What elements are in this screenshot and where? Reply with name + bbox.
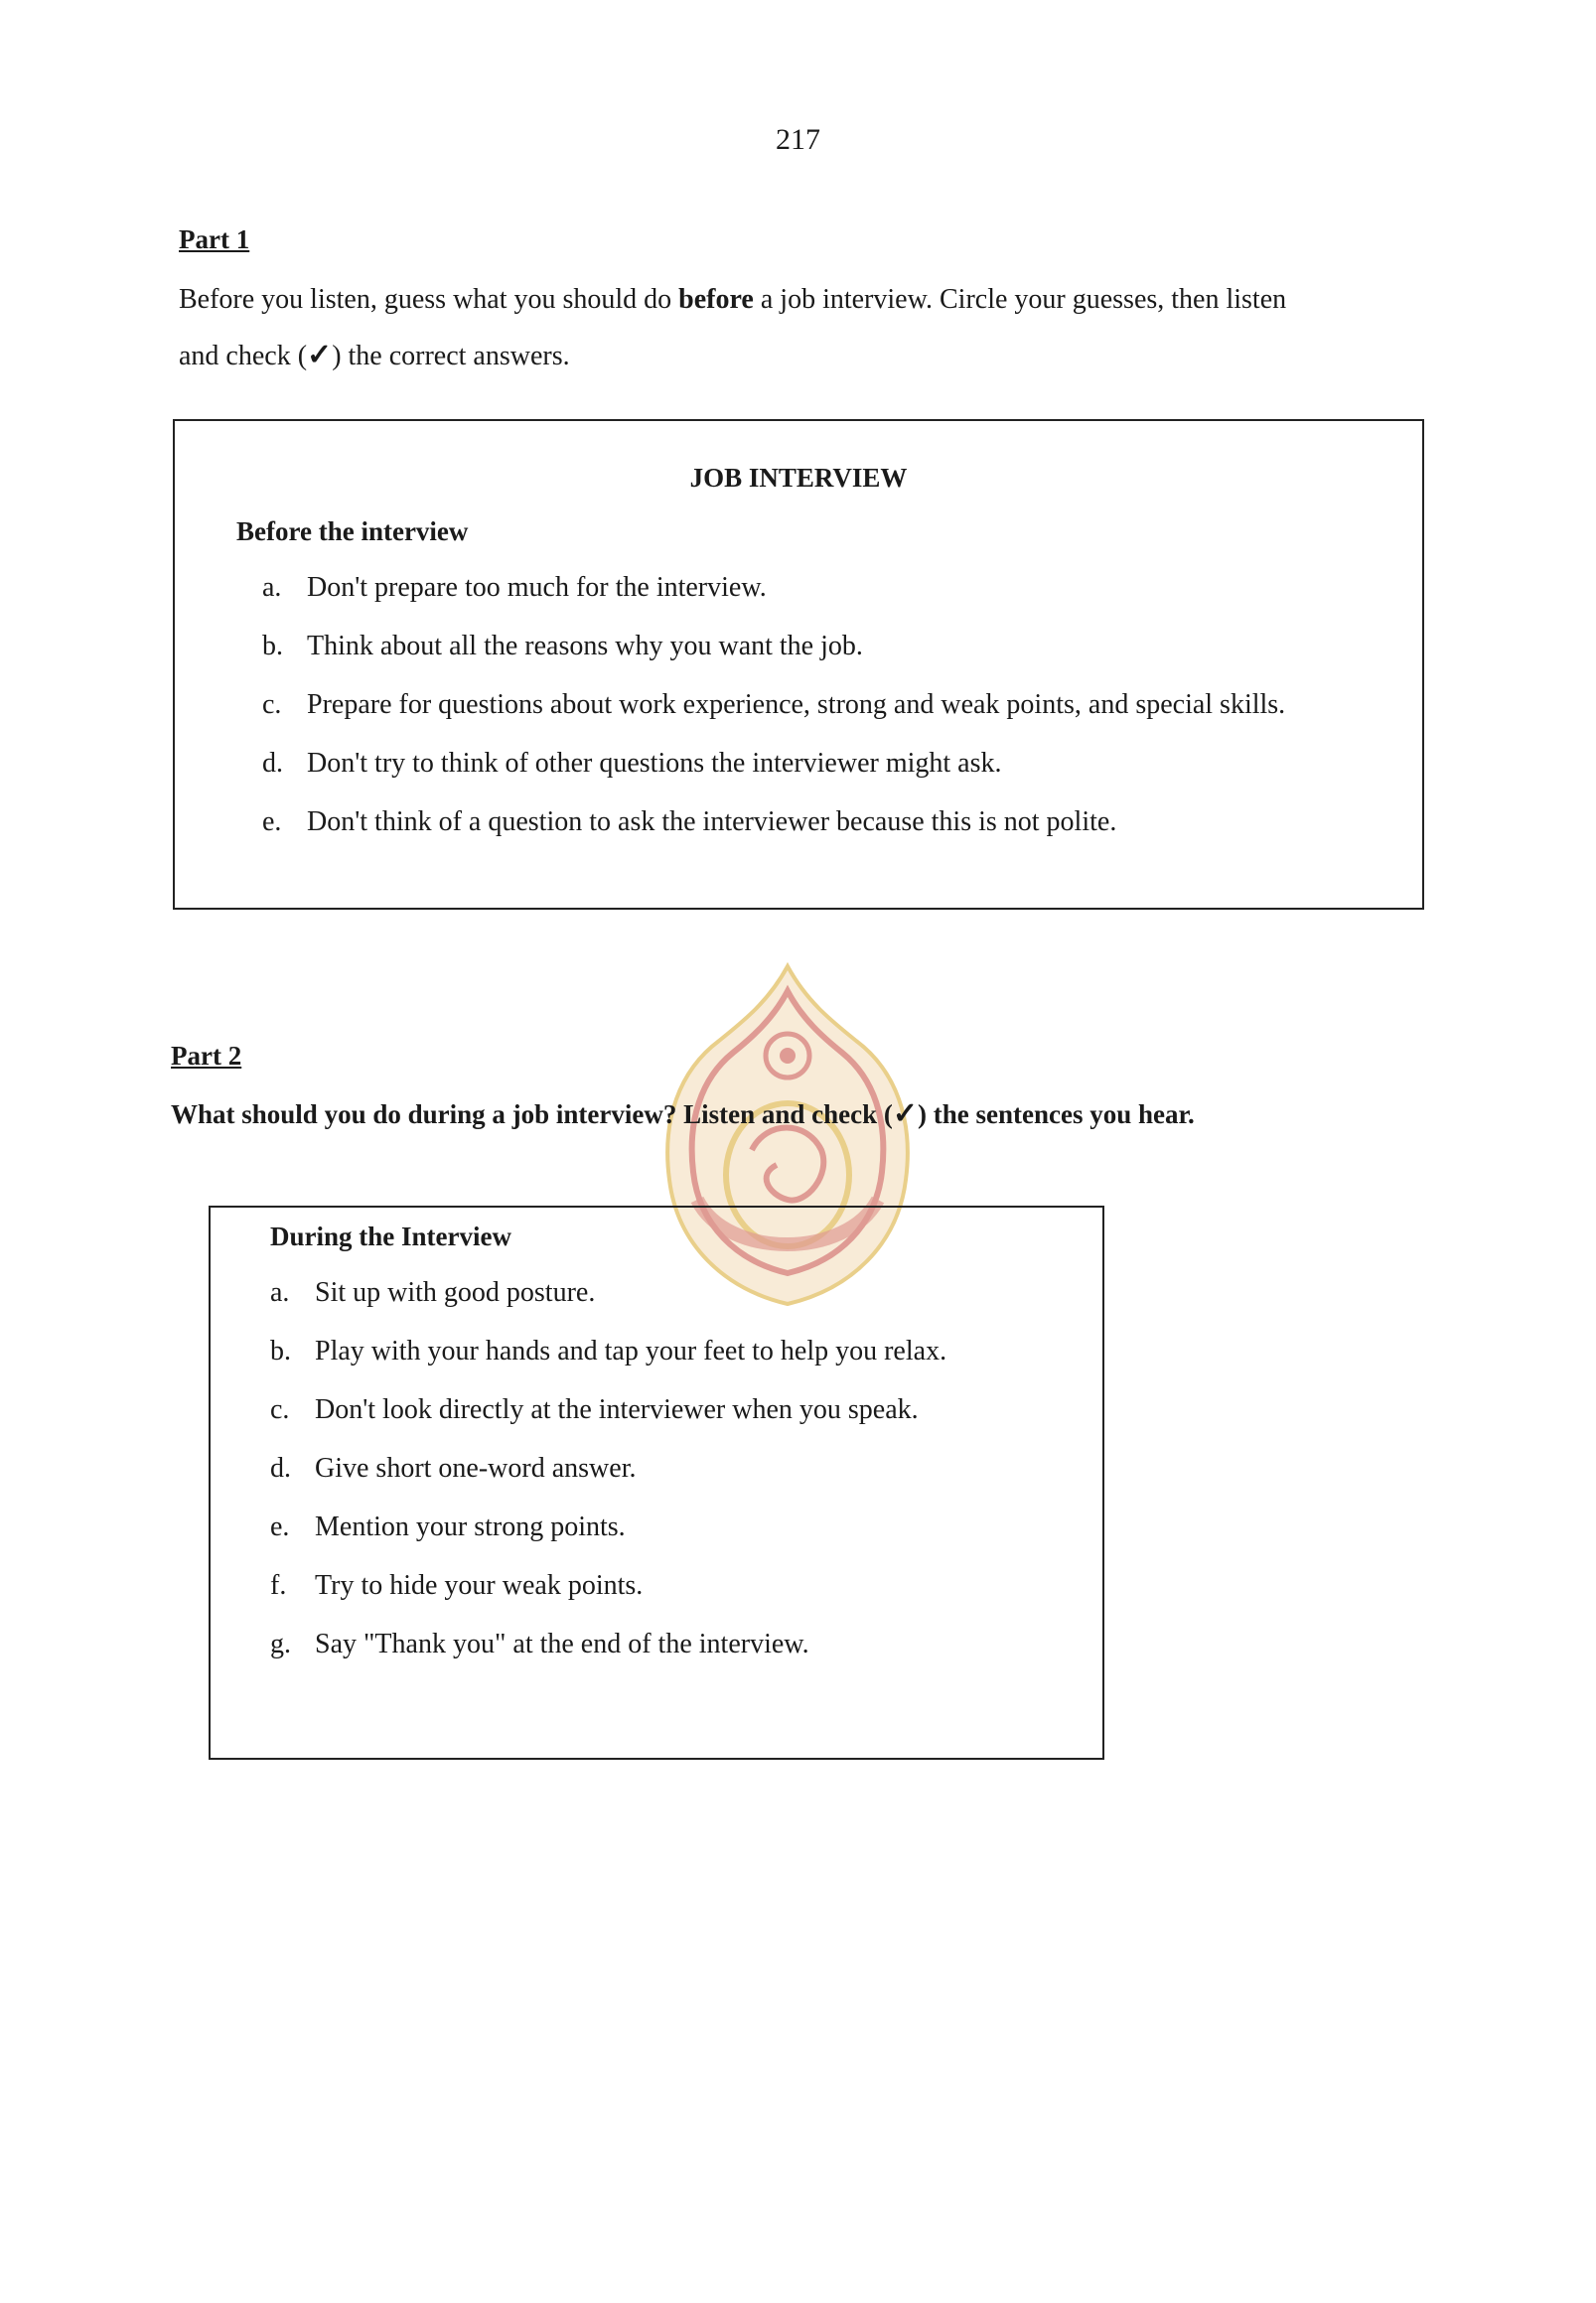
item-letter: e. <box>270 1511 290 1542</box>
item-text: Think about all the reasons why you want the job. <box>307 631 863 661</box>
job-interview-title: JOB INTERVIEW <box>689 463 908 493</box>
list-item <box>262 572 1434 631</box>
list-item <box>262 631 1434 689</box>
item-letter: a. <box>262 572 282 603</box>
check-mark-icon: ✓ <box>307 339 333 371</box>
part2-instructions <box>171 1096 1195 1131</box>
item-text: Give short one-word answer. <box>315 1453 637 1484</box>
item-letter: c. <box>270 1394 290 1425</box>
item-letter: b. <box>262 631 283 661</box>
page-number: 217 <box>776 123 820 156</box>
list-item <box>262 806 1434 865</box>
item-text: Don't try to think of other questions the interviewer might ask. <box>307 748 1002 779</box>
item-letter: c. <box>262 689 282 720</box>
during-interview-subtitle: During the Interview <box>270 1222 511 1251</box>
item-text: Play with your hands and tap your feet to help you relax. <box>315 1336 947 1367</box>
part1-instr-line2-b: ) the correct answers. <box>332 341 570 371</box>
check-mark-icon: ✓ <box>892 1097 919 1130</box>
list-item <box>270 1511 1085 1570</box>
list-item <box>262 689 1434 748</box>
list-item <box>270 1570 1085 1629</box>
part1-item-list <box>262 572 1434 865</box>
job-interview-box <box>173 419 1424 910</box>
list-item <box>270 1453 1085 1511</box>
part2-item-list <box>270 1277 1085 1687</box>
list-item <box>262 748 1434 806</box>
item-letter: f. <box>270 1570 287 1601</box>
part1-instr-bold: before <box>678 284 754 315</box>
part1-instructions <box>179 272 1430 384</box>
during-interview-box <box>209 1206 1104 1760</box>
part1-instr-before: Before you listen, guess what you should do <box>179 284 672 315</box>
item-letter: a. <box>270 1277 290 1308</box>
item-text: Don't look directly at the interviewer when you speak. <box>315 1394 919 1425</box>
before-interview-subtitle: Before the interview <box>236 516 469 546</box>
part2-instr-b: ) the sentences you hear. <box>918 1099 1195 1129</box>
item-letter: b. <box>270 1336 291 1367</box>
list-item <box>270 1336 1085 1394</box>
item-letter: d. <box>270 1453 291 1484</box>
list-item <box>270 1629 1085 1687</box>
item-text: Sit up with good posture. <box>315 1277 596 1308</box>
item-letter: g. <box>270 1629 291 1659</box>
part2-heading: Part 2 <box>171 1041 242 1071</box>
item-text: Prepare for questions about work experience, strong and weak points, and special skills. <box>307 689 1286 720</box>
part1-instr-line2-a: and check ( <box>179 341 308 371</box>
list-item <box>270 1277 1085 1336</box>
item-text: Mention your strong points. <box>315 1511 626 1542</box>
list-item <box>270 1394 1085 1453</box>
item-text: Don't prepare too much for the interview. <box>307 572 767 603</box>
part1-heading: Part 1 <box>179 224 250 254</box>
item-text: Try to hide your weak points. <box>315 1570 644 1601</box>
item-text: Say "Thank you" at the end of the interview. <box>315 1629 809 1659</box>
part2-instr-a: What should you do during a job interview? Listen and check ( <box>171 1099 893 1129</box>
part1-instr-after: a job interview. Circle your guesses, then listen <box>760 284 1287 315</box>
item-text: Don't think of a question to ask the interviewer because this is not polite. <box>307 806 1117 837</box>
item-letter: e. <box>262 806 282 837</box>
item-letter: d. <box>262 748 283 779</box>
